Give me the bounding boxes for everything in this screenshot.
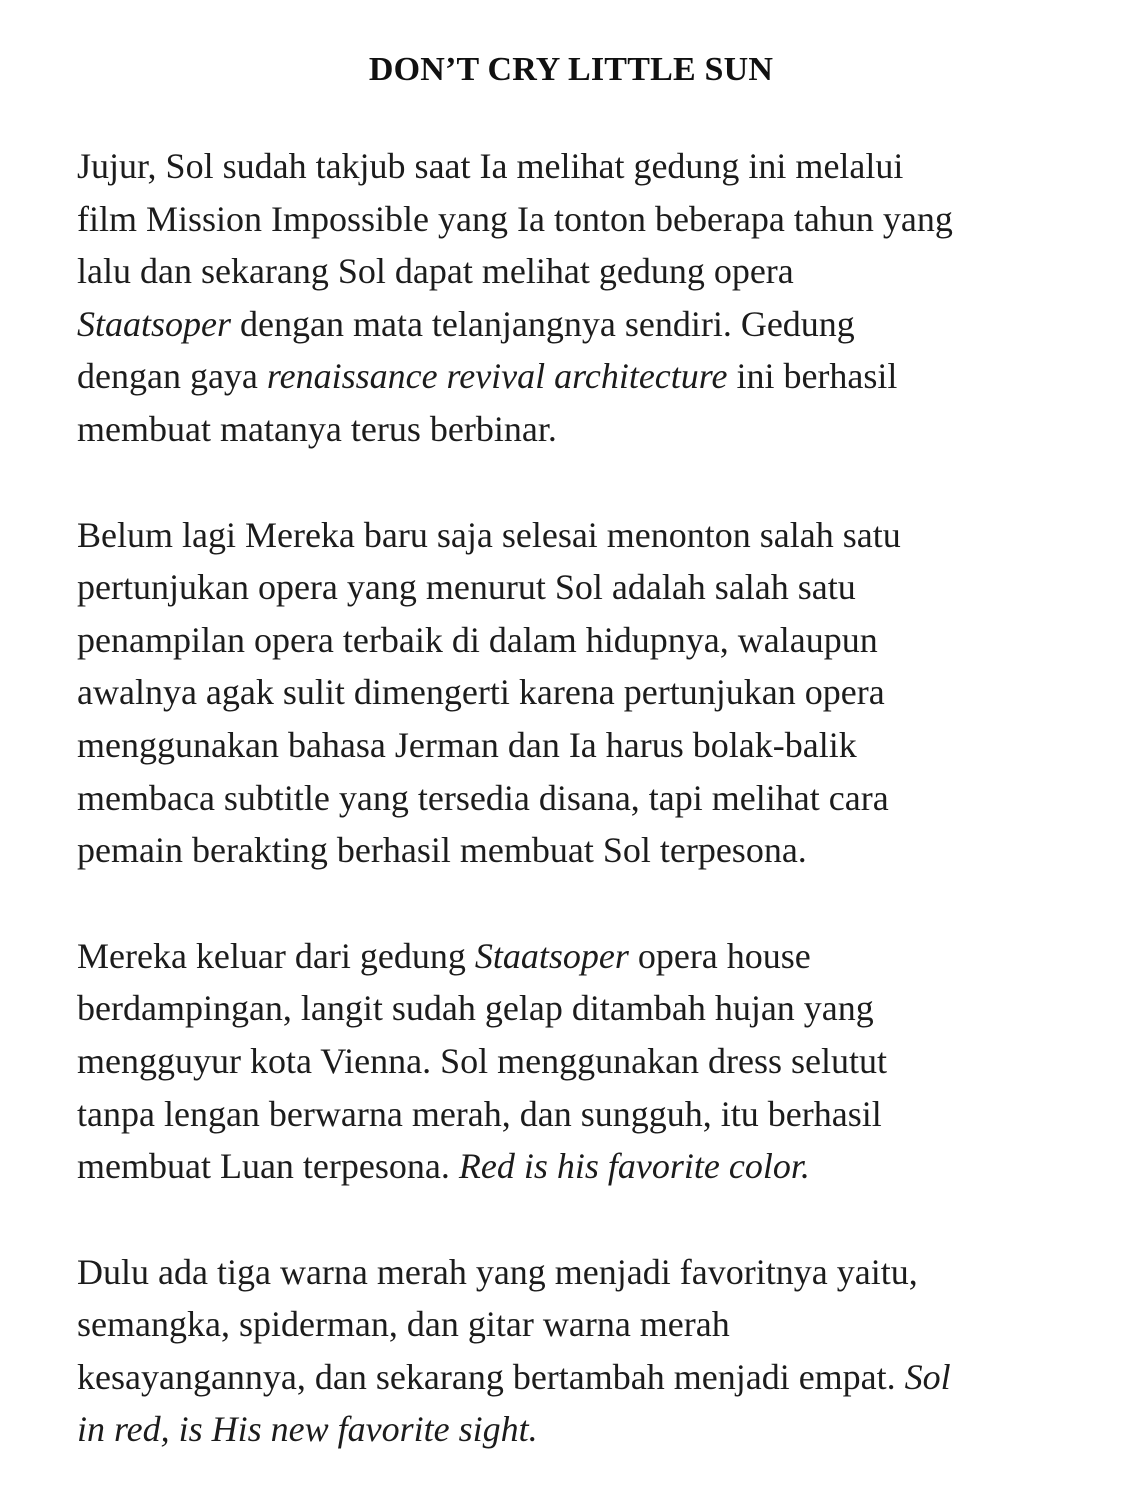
text-segment: mengguyur kota Vienna. Sol menggunakan dress selutut bbox=[77, 1040, 888, 1081]
italic-text: Sol bbox=[904, 1356, 951, 1397]
text-segment: dengan gaya bbox=[77, 356, 267, 397]
text-segment: tanpa lengan berwarna merah, dan sungguh, itu berhasil bbox=[77, 1093, 882, 1134]
text-segment: kesayangannya, dan sekarang bertambah menjadi empat. bbox=[77, 1356, 905, 1397]
text-line bbox=[77, 666, 1065, 719]
text-segment: lalu dan sekarang Sol dapat melihat gedung opera bbox=[77, 251, 794, 292]
story-body bbox=[77, 140, 1065, 1456]
text-line bbox=[77, 1246, 1065, 1299]
text-segment: membuat matanya terus berbinar. bbox=[77, 408, 557, 449]
italic-text: Staatsoper bbox=[77, 303, 232, 344]
text-segment: film Mission Impossible yang Ia tonton beberapa tahun yang bbox=[77, 198, 953, 239]
text-segment: Belum lagi Mereka baru saja selesai menonton salah satu bbox=[77, 514, 901, 555]
text-line bbox=[77, 561, 1065, 614]
text-line bbox=[77, 193, 1065, 246]
text-segment: membaca subtitle yang tersedia disana, tapi melihat cara bbox=[77, 777, 889, 818]
text-line bbox=[77, 1351, 1065, 1404]
text-line bbox=[77, 350, 1065, 403]
text-segment: penampilan opera terbaik di dalam hidupnya, walaupun bbox=[77, 619, 878, 660]
text-segment: pertunjukan opera yang menurut Sol adalah salah satu bbox=[77, 567, 856, 608]
text-segment: awalnya agak sulit dimengerti karena pertunjukan opera bbox=[77, 672, 885, 713]
text-line bbox=[77, 245, 1065, 298]
story-paragraph bbox=[77, 1246, 1065, 1456]
text-segment: semangka, spiderman, dan gitar warna merah bbox=[77, 1304, 730, 1345]
story-paragraph bbox=[77, 140, 1065, 456]
text-segment: Mereka keluar dari gedung bbox=[77, 935, 475, 976]
text-line bbox=[77, 719, 1065, 772]
text-line bbox=[77, 1403, 1065, 1456]
text-line bbox=[77, 509, 1065, 562]
story-title: DON’T CRY LITTLE SUN bbox=[368, 51, 774, 88]
text-line bbox=[77, 824, 1065, 877]
text-line bbox=[77, 403, 1065, 456]
story-paragraph bbox=[77, 509, 1065, 877]
text-line bbox=[77, 614, 1065, 667]
text-line bbox=[77, 1140, 1065, 1193]
text-line bbox=[77, 1035, 1065, 1088]
text-line bbox=[77, 982, 1065, 1035]
text-segment: berdampingan, langit sudah gelap ditambah hujan yang bbox=[77, 988, 874, 1029]
text-line bbox=[77, 298, 1065, 351]
text-line bbox=[77, 930, 1065, 983]
text-segment: Jujur, Sol sudah takjub saat Ia melihat gedung ini melalui bbox=[77, 146, 904, 186]
italic-text: renaissance revival architecture bbox=[266, 356, 728, 397]
text-line bbox=[77, 1088, 1065, 1141]
text-line bbox=[77, 772, 1065, 825]
text-segment: menggunakan bahasa Jerman dan Ia harus bolak-balik bbox=[77, 724, 857, 765]
text-line bbox=[77, 1298, 1065, 1351]
story-paragraph bbox=[77, 930, 1065, 1193]
text-segment: dengan mata telanjangnya sendiri. Gedung bbox=[231, 303, 855, 344]
text-segment: ini berhasil bbox=[727, 356, 898, 397]
text-segment: pemain berakting berhasil membuat Sol terpesona. bbox=[77, 830, 807, 871]
italic-text: Red is his favorite color. bbox=[458, 1146, 810, 1187]
text-segment: opera house bbox=[628, 935, 811, 976]
text-line bbox=[77, 140, 1065, 193]
italic-text: Staatsoper bbox=[474, 935, 629, 976]
text-segment: Dulu ada tiga warna merah yang menjadi favoritnya yaitu, bbox=[77, 1251, 918, 1292]
italic-text: in red, is His new favorite sight. bbox=[77, 1409, 538, 1450]
text-segment: membuat Luan terpesona. bbox=[77, 1146, 459, 1187]
